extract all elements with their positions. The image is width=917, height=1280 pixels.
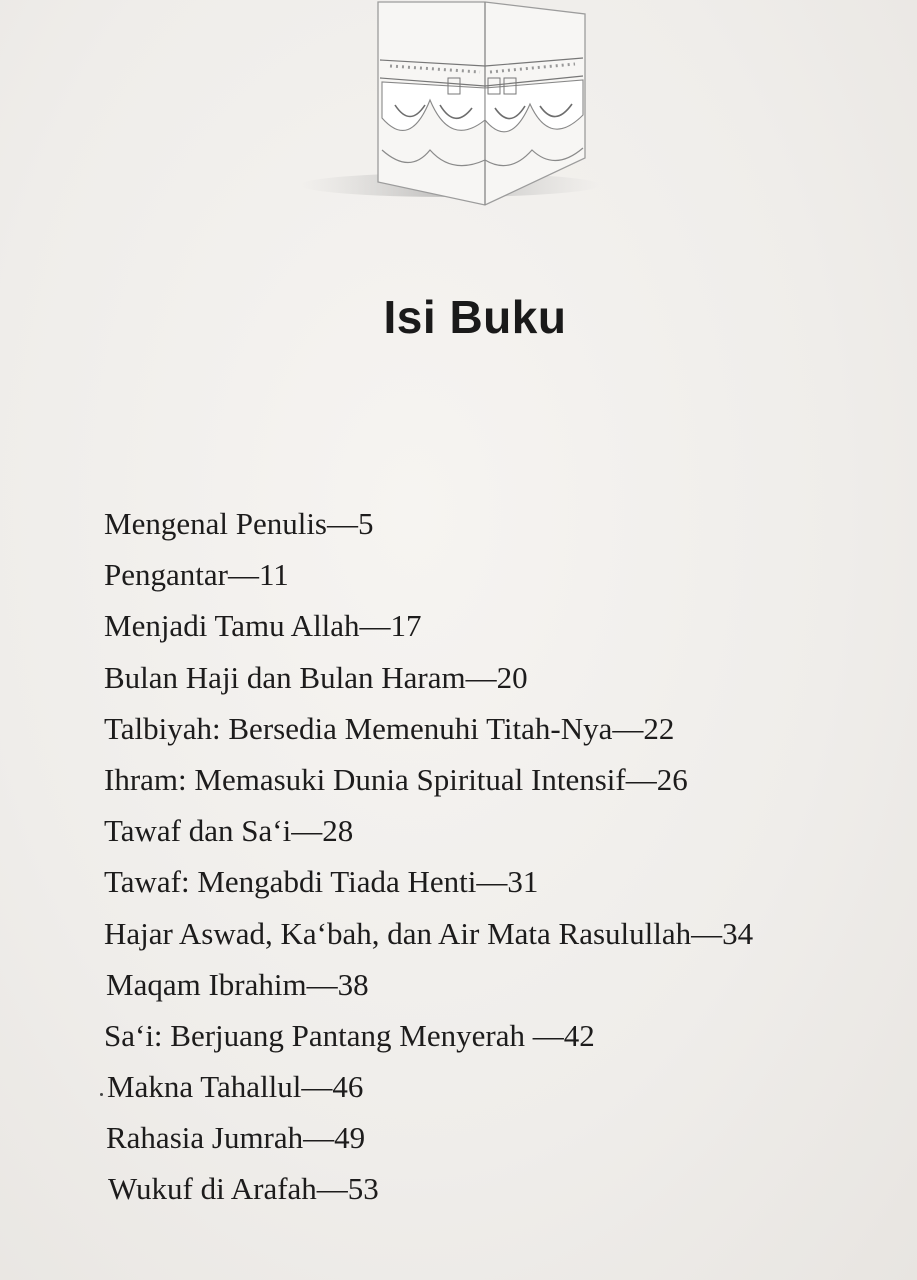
toc-entry: Mengenal Penulis—5 [104,506,374,541]
table-of-contents [104,498,894,1215]
toc-entry: Tawaf: Mengabdi Tiada Henti—31 [104,864,539,900]
toc-entry: Ihram: Memasuki Dunia Spiritual Intensif—26 [104,761,688,797]
toc-entry: Menjadi Tamu Allah—17 [104,608,422,644]
page-title: Isi Buku [383,291,567,343]
toc-entry: Wukuf di Arafah—53 [108,1171,379,1207]
toc-entry: Maqam Ibrahim—38 [106,966,369,1002]
toc-entry: Tawaf dan Sa‘i—28 [104,813,354,849]
ink-speck [100,1093,103,1096]
toc-entry: Makna Tahallul—46 [107,1069,364,1105]
toc-entry: Bulan Haji dan Bulan Haram—20 [104,659,528,695]
toc-entry: Rahasia Jumrah—49 [106,1120,366,1156]
toc-entry: Sa‘i: Berjuang Pantang Menyerah —42 [104,1017,595,1053]
toc-entry: Pengantar—11 [104,557,289,593]
kaaba-illustration [300,0,600,215]
toc-entry: Talbiyah: Bersedia Memenuhi Titah-Nya—22 [104,710,675,746]
toc-entry: Hajar Aswad, Ka‘bah, dan Air Mata Rasulullah—34 [104,915,754,951]
